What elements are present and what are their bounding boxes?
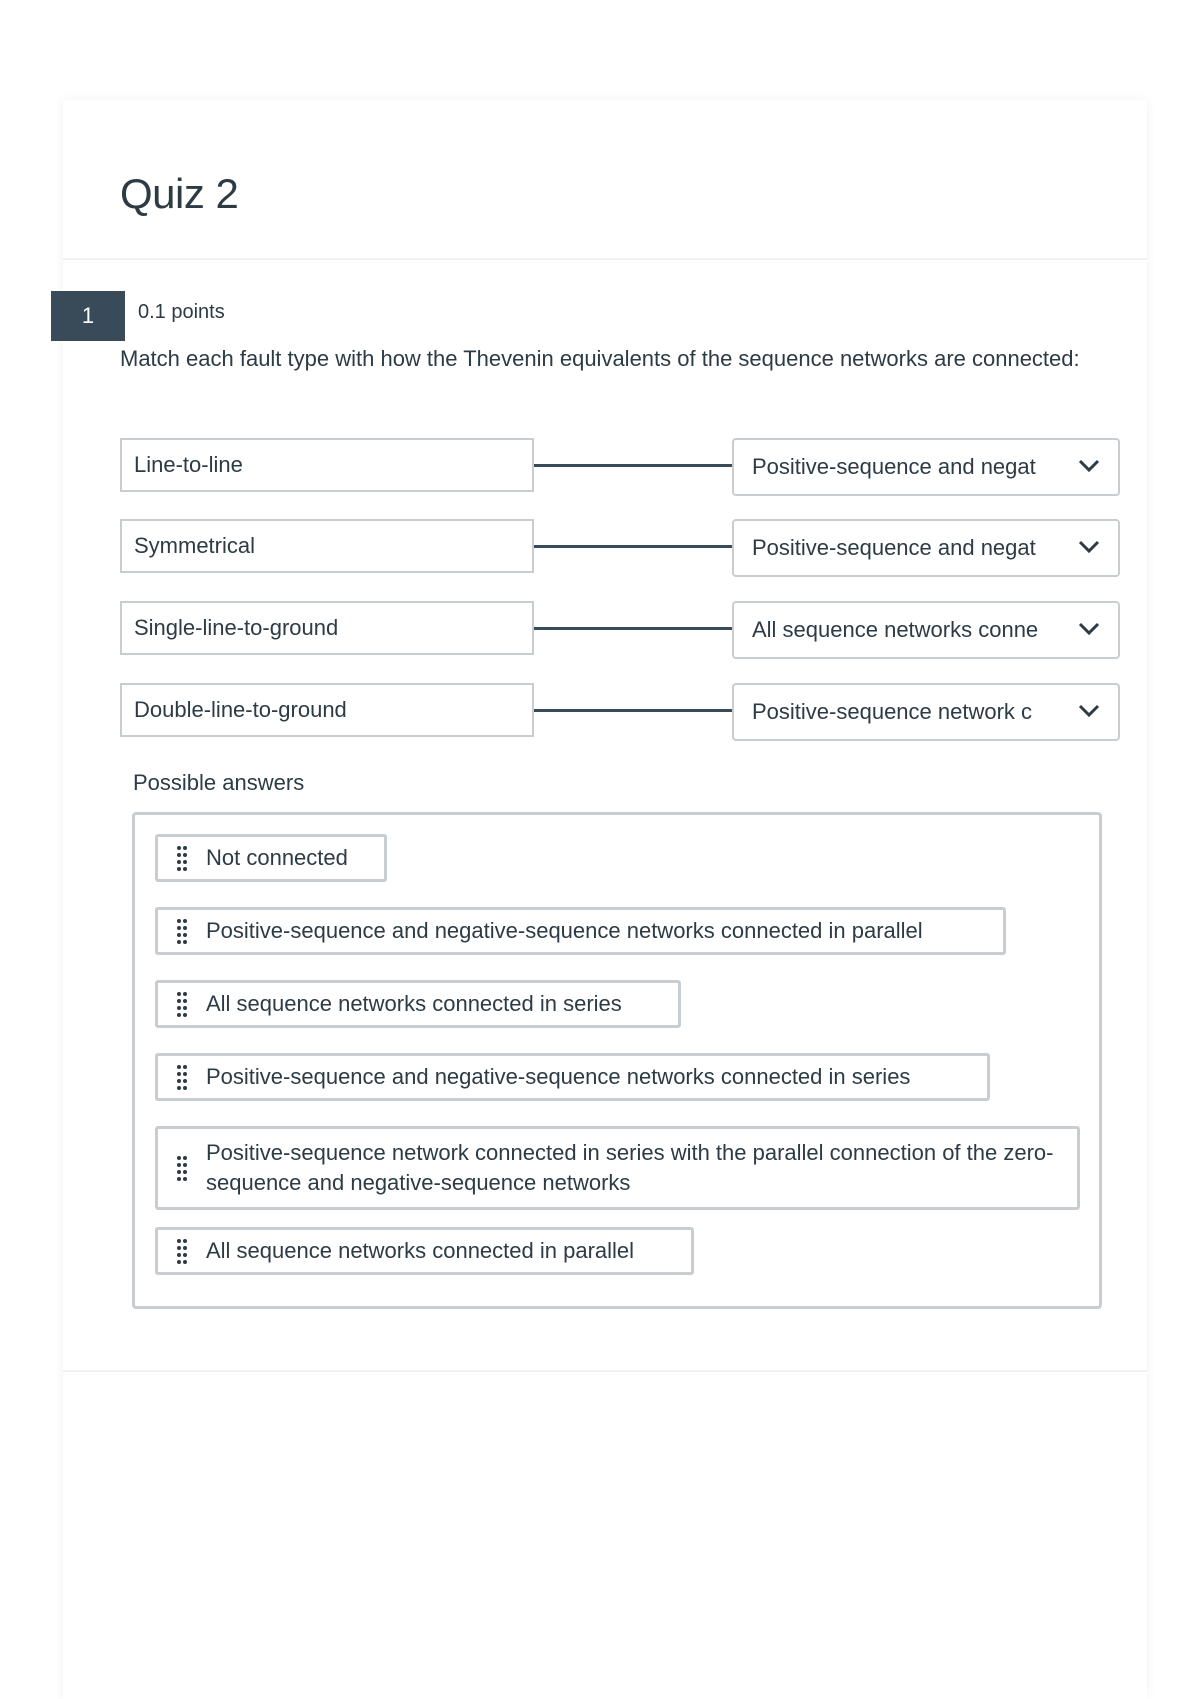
- match-answer-selected: All sequence networks conne: [752, 617, 1039, 642]
- answer-option-label: Positive-sequence and negative-sequence networks connected in series: [206, 1064, 911, 1089]
- possible-answers-container: [132, 812, 1102, 1309]
- drag-handle-icon[interactable]: [176, 1064, 188, 1090]
- match-connector-line: [534, 464, 732, 467]
- drag-handle-icon[interactable]: [176, 845, 188, 871]
- drag-handle-icon[interactable]: [176, 1155, 188, 1181]
- match-row: [120, 683, 1120, 741]
- match-prompt: Symmetrical: [120, 519, 534, 573]
- match-connector-line: [534, 545, 732, 548]
- match-row: [120, 601, 1120, 659]
- chevron-down-icon: [1078, 621, 1100, 637]
- match-prompt: Line-to-line: [120, 438, 534, 492]
- drag-handle-icon[interactable]: [176, 1238, 188, 1264]
- answer-option-label: Not connected: [206, 845, 348, 870]
- question-number-badge: 1: [51, 291, 125, 341]
- question-prompt: Match each fault type with how the Thevenin equivalents of the sequence networks are connected:: [120, 346, 1080, 371]
- page-title: Quiz 2: [120, 170, 239, 217]
- match-prompt: Double-line-to-ground: [120, 683, 534, 737]
- answer-option-label: All sequence networks connected in parallel: [206, 1238, 635, 1263]
- answer-option[interactable]: [155, 1126, 1080, 1210]
- match-answer-selected: Positive-sequence and negat: [752, 454, 1036, 479]
- match-row: [120, 438, 1120, 496]
- answer-option-label: Positive-sequence network connected in series with the parallel connection of the zero-sequence and negative-sequence networks: [206, 1140, 1054, 1195]
- chevron-down-icon: [1078, 458, 1100, 474]
- match-answer-select[interactable]: [732, 601, 1120, 659]
- question-divider: [63, 1370, 1147, 1372]
- drag-handle-icon[interactable]: [176, 918, 188, 944]
- chevron-down-icon: [1078, 703, 1100, 719]
- drag-handle-icon[interactable]: [176, 991, 188, 1017]
- answer-option[interactable]: [155, 980, 681, 1028]
- answer-option-label: Positive-sequence and negative-sequence networks connected in parallel: [206, 918, 923, 943]
- match-answer-select[interactable]: [732, 683, 1120, 741]
- answer-option[interactable]: [155, 1227, 694, 1275]
- match-answer-select[interactable]: [732, 438, 1120, 496]
- question-points: 0.1 points: [138, 301, 225, 323]
- match-answer-selected: Positive-sequence network c: [752, 699, 1033, 724]
- match-prompt: Single-line-to-ground: [120, 601, 534, 655]
- answer-option-label: All sequence networks connected in series: [206, 991, 622, 1016]
- answer-option[interactable]: [155, 1053, 990, 1101]
- match-answer-select[interactable]: [732, 519, 1120, 577]
- match-answer-selected: Positive-sequence and negat: [752, 535, 1036, 560]
- answer-option[interactable]: [155, 834, 387, 882]
- possible-answers-label: Possible answers: [133, 770, 305, 795]
- match-connector-line: [534, 627, 732, 630]
- match-connector-line: [534, 709, 732, 712]
- quiz-card: [63, 100, 1147, 1699]
- chevron-down-icon: [1078, 539, 1100, 555]
- title-divider: [63, 258, 1147, 260]
- answer-option[interactable]: [155, 907, 1006, 955]
- match-row: [120, 519, 1120, 577]
